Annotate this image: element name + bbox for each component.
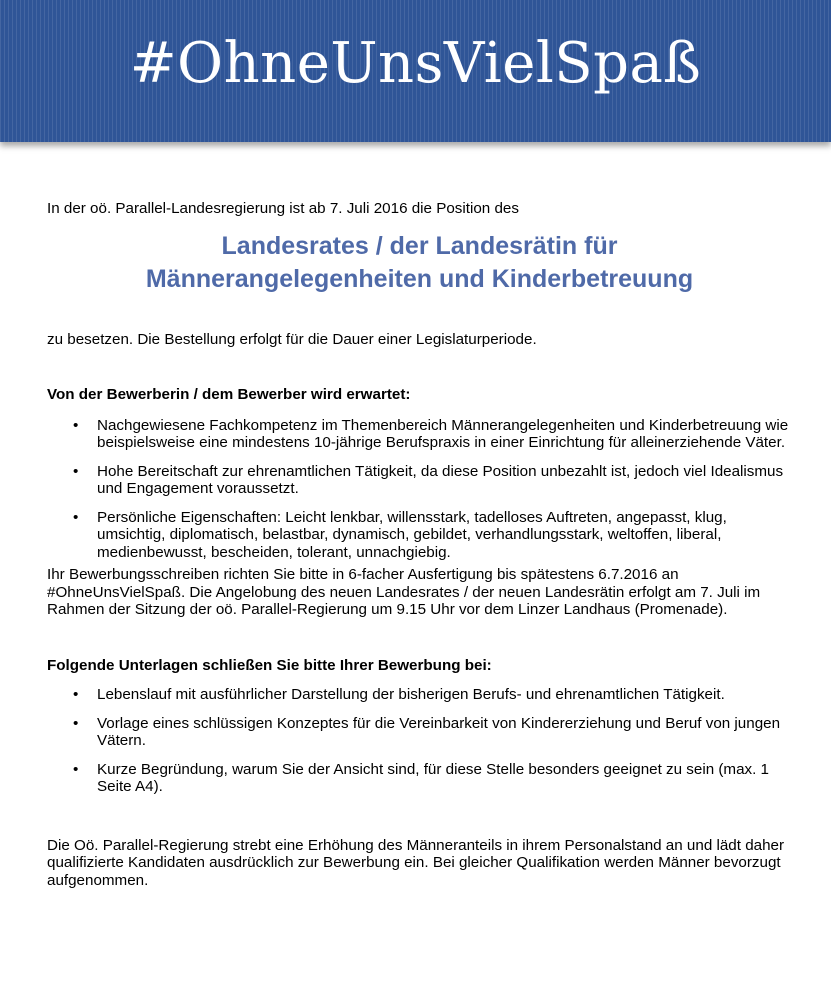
list-item [47, 509, 792, 562]
bullet-icon: • [73, 416, 79, 434]
bullet-icon: • [73, 714, 79, 732]
list-item-text: Nachgewiesene Fachkompetenz im Themenbereich Männerangelegenheiten und Kinderbetreuung wie beispielsweise eine mindestens 10-jährige Berufspraxis in einer Einrichtung für alleinerziehende Väter. [97, 416, 789, 451]
bullet-icon: • [73, 760, 79, 778]
list-item [47, 761, 792, 796]
list-item [47, 463, 792, 498]
bullet-icon: • [73, 462, 79, 480]
list-item [47, 686, 792, 704]
list-item-text: Lebenslauf mit ausführlicher Darstellung der bisherigen Berufs- und ehrenamtlichen Tätigkeit. [97, 686, 725, 703]
list-item-text: Vorlage eines schlüssigen Konzeptes für die Vereinbarkeit von Kindererziehung und Beruf von jungen Vätern. [97, 714, 781, 749]
application-instructions: Ihr Bewerbungsschreiben richten Sie bitte in 6-facher Ausfertigung bis spätestens 6.7.2016 an #OhneUnsVielSpaß. Die Angelobung des neuen Landesrates / der neuen Landesrätin erfolgt am 7. Juli im Rahmen der Sitzung der oö. Parallel-Regierung um 9.15 Uhr vor dem Linzer Landhaus (Promenade). [47, 566, 761, 618]
list-item-text: Kurze Begründung, warum Sie der Ansicht sind, für diese Stelle besonders geeignet zu sein (max. 1 Seite A4). [97, 760, 770, 795]
document-body [47, 200, 792, 889]
term-text: zu besetzen. Die Bestellung erfolgt für die Dauer einer Legislaturperiode. [47, 330, 537, 348]
list-item [47, 715, 792, 750]
intro-text: In der oö. Parallel-Landesregierung ist ab 7. Juli 2016 die Position des [47, 200, 519, 217]
position-title [47, 230, 792, 296]
list-item [47, 417, 792, 452]
banner-title: #OhneUnsVielSpaß [129, 31, 702, 96]
requirements-heading: Von der Bewerberin / dem Bewerber wird erwartet: [47, 386, 411, 403]
bullet-icon: • [73, 686, 79, 703]
requirements-list [47, 417, 792, 562]
position-title-line-2: Männerangelegenheiten und Kinderbetreuung [145, 264, 694, 293]
position-title-line-1: Landesrates / der Landesrätin für [221, 231, 618, 260]
list-item-text: Persönliche Eigenschaften: Leicht lenkbar, willensstark, tadelloses Auftreten, angepasst, klug, umsichtig, diplomatisch, belastbar, dynamisch, gebildet, verhandlungsstark, weltoffen, liberal, medienbewusst, bescheiden, tolerant, unnachgiebig. [97, 508, 727, 561]
header-banner [0, 0, 831, 142]
documents-list [47, 686, 792, 796]
bullet-icon: • [73, 508, 79, 526]
documents-heading: Folgende Unterlagen schließen Sie bitte Ihrer Bewerbung bei: [47, 656, 492, 674]
closing-text: Die Oö. Parallel-Regierung strebt eine Erhöhung des Männeranteils in ihrem Personalstand an und lädt daher qualifizierte Kandidaten ausdrücklich zur Bewerbung ein. Bei gleicher Qualifikation werden Männer bevorzugt aufgenommen. [47, 836, 785, 889]
list-item-text: Hohe Bereitschaft zur ehrenamtlichen Tätigkeit, da diese Position unbezahlt ist, jedoch viel Idealismus und Engagement voraussetzt. [97, 462, 784, 497]
